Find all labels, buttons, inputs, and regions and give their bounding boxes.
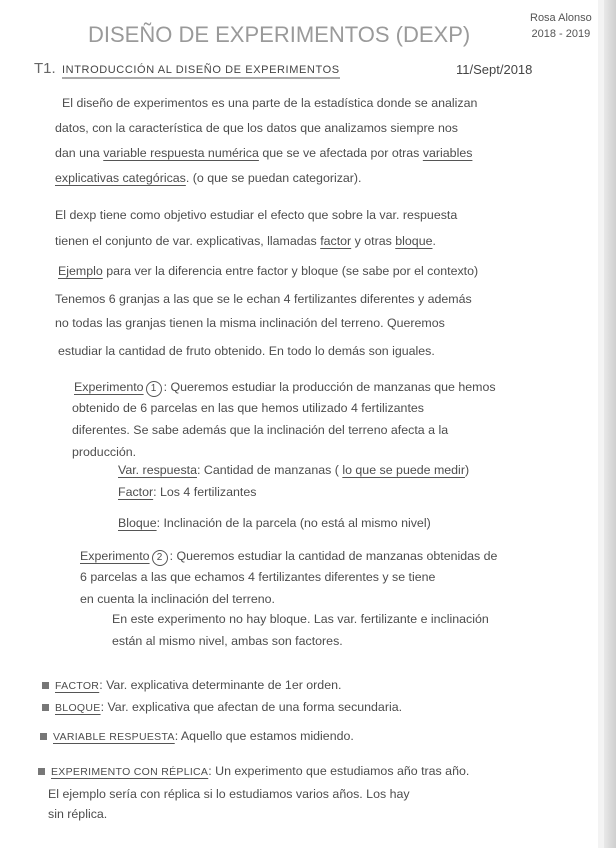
- note-text: El ejemplo sería con réplica si lo estudiamos varios años. Los hay: [48, 787, 410, 801]
- note-text: producción.: [72, 445, 137, 459]
- note-line: [55, 121, 458, 135]
- note-text: dan una: [55, 146, 104, 160]
- note-text: tienen el conjunto de var. explicativas, llamadas: [55, 234, 321, 248]
- note-text: en cuenta la inclinación del terreno.: [80, 592, 275, 606]
- note-text: : Var. explicativa que afectan de una forma secundaria.: [100, 700, 403, 714]
- note-line: [48, 787, 410, 801]
- note-text: y otras: [351, 234, 396, 248]
- note-text: El dexp tiene como objetivo estudiar el efecto que sobre la var. respuesta: [55, 208, 458, 222]
- note-text: : Inclinación de la parcela (no está al mismo nivel): [156, 516, 431, 530]
- note-line: [42, 700, 402, 714]
- note-text: diferentes. Se sabe además que la inclinación del terreno afecta a la: [72, 423, 449, 437]
- note-text: estudiar la cantidad de fruto obtenido. En todo lo demás son iguales.: [58, 344, 435, 358]
- note-text: Tenemos 6 granjas a las que se le echan 4 fertilizantes diferentes y además: [55, 292, 472, 306]
- note-text: : Queremos estudiar la cantidad de manzanas obtenidas de: [169, 549, 498, 563]
- note-text: : Cantidad de manzanas (: [196, 463, 343, 477]
- underlined-term: Ejemplo: [58, 264, 103, 278]
- note-text: : Los 4 fertilizantes: [153, 485, 257, 499]
- note-text: . (o que se puedan categorizar).: [185, 171, 362, 185]
- note-line: [55, 146, 472, 160]
- underlined-term: Experimento: [74, 380, 144, 394]
- section-heading: INTRODUCCIÓN AL DISEÑO DE EXPERIMENTOS: [62, 64, 340, 79]
- underlined-term: factor: [320, 234, 352, 248]
- note-text: : Var. explicativa determinante de 1er orden.: [99, 678, 342, 692]
- note-line: [112, 612, 489, 626]
- circled-number: 1: [146, 381, 162, 397]
- note-line: [80, 549, 497, 566]
- note-line: [62, 96, 477, 110]
- note-line: [58, 344, 435, 358]
- underlined-term: Var. respuesta: [118, 463, 197, 477]
- note-text: El diseño de experimentos es una parte de la estadística donde se analizan: [62, 96, 478, 110]
- bullet-square-icon: [42, 682, 49, 689]
- note-line: [118, 463, 469, 477]
- underlined-term: FACTOR: [55, 680, 100, 692]
- note-line: [38, 764, 469, 778]
- underlined-term: explicativas categóricas: [55, 171, 186, 185]
- section-number: T1.: [34, 60, 56, 77]
- circled-number: 2: [152, 550, 168, 566]
- underlined-term: variables: [422, 146, 473, 160]
- note-line: [72, 401, 424, 415]
- note-line: [55, 234, 436, 248]
- underlined-term: EXPERIMENTO CON RÉPLICA: [51, 766, 209, 778]
- underlined-term: bloque: [395, 234, 433, 248]
- note-line: [40, 729, 354, 743]
- underlined-term: Experimento: [80, 549, 150, 563]
- note-text: 6 parcelas a las que echamos 4 fertilizantes diferentes y se tiene: [80, 570, 436, 584]
- note-line: [80, 592, 275, 606]
- underlined-term: variable respuesta numérica: [103, 146, 259, 160]
- note-line: [48, 807, 107, 821]
- note-text: : Aquello que estamos midiendo.: [174, 729, 354, 743]
- bullet-square-icon: [38, 768, 45, 775]
- note-line: [55, 208, 457, 222]
- underlined-term: VARIABLE RESPUESTA: [53, 731, 175, 743]
- note-text: datos, con la característica de que los datos que analizamos siempre nos: [55, 121, 458, 135]
- underlined-term: lo que se puede medir: [342, 463, 465, 477]
- note-line: [118, 516, 431, 530]
- note-line: [55, 316, 445, 330]
- note-line: [55, 171, 362, 185]
- note-line: [118, 485, 256, 499]
- note-text: sin réplica.: [48, 807, 108, 821]
- note-text: ): [464, 463, 470, 477]
- note-line: [58, 264, 478, 278]
- note-line: [72, 423, 448, 437]
- page-edge: [604, 0, 616, 848]
- author-name: Rosa Alonso: [530, 12, 592, 24]
- note-text: no todas las granjas tienen la misma inclinación del terreno. Queremos: [55, 316, 445, 330]
- bullet-square-icon: [40, 733, 47, 740]
- course-year: 2018 - 2019: [531, 28, 591, 40]
- note-text: que se ve afectada por otras: [258, 146, 423, 160]
- note-line: [72, 445, 136, 459]
- note-text: obtenido de 6 parcelas en las que hemos utilizado 4 fertilizantes: [72, 401, 424, 415]
- page-title: DISEÑO DE EXPERIMENTOS (DEXP): [88, 22, 471, 47]
- note-text: están al mismo nivel, ambas son factores.: [112, 634, 343, 648]
- note-text: .: [432, 234, 436, 248]
- author-block: [530, 10, 592, 42]
- underlined-term: Bloque: [118, 516, 157, 530]
- underlined-term: BLOQUE: [55, 702, 101, 714]
- bullet-square-icon: [42, 704, 49, 711]
- note-line: [74, 380, 496, 397]
- note-line: [80, 570, 435, 584]
- note-line: [112, 634, 343, 648]
- underlined-term: Factor: [118, 485, 154, 499]
- note-text: para ver la diferencia entre factor y bloque (se sabe por el contexto): [102, 264, 479, 278]
- note-text: : Queremos estudiar la producción de manzanas que hemos: [163, 380, 496, 394]
- note-line: [55, 292, 472, 306]
- section-date: 11/Sept/2018: [456, 62, 533, 77]
- note-line: [42, 678, 341, 692]
- note-text: : Un experimento que estudiamos año tras año.: [208, 764, 470, 778]
- note-text: En este experimento no hay bloque. Las var. fertilizante e inclinación: [112, 612, 489, 626]
